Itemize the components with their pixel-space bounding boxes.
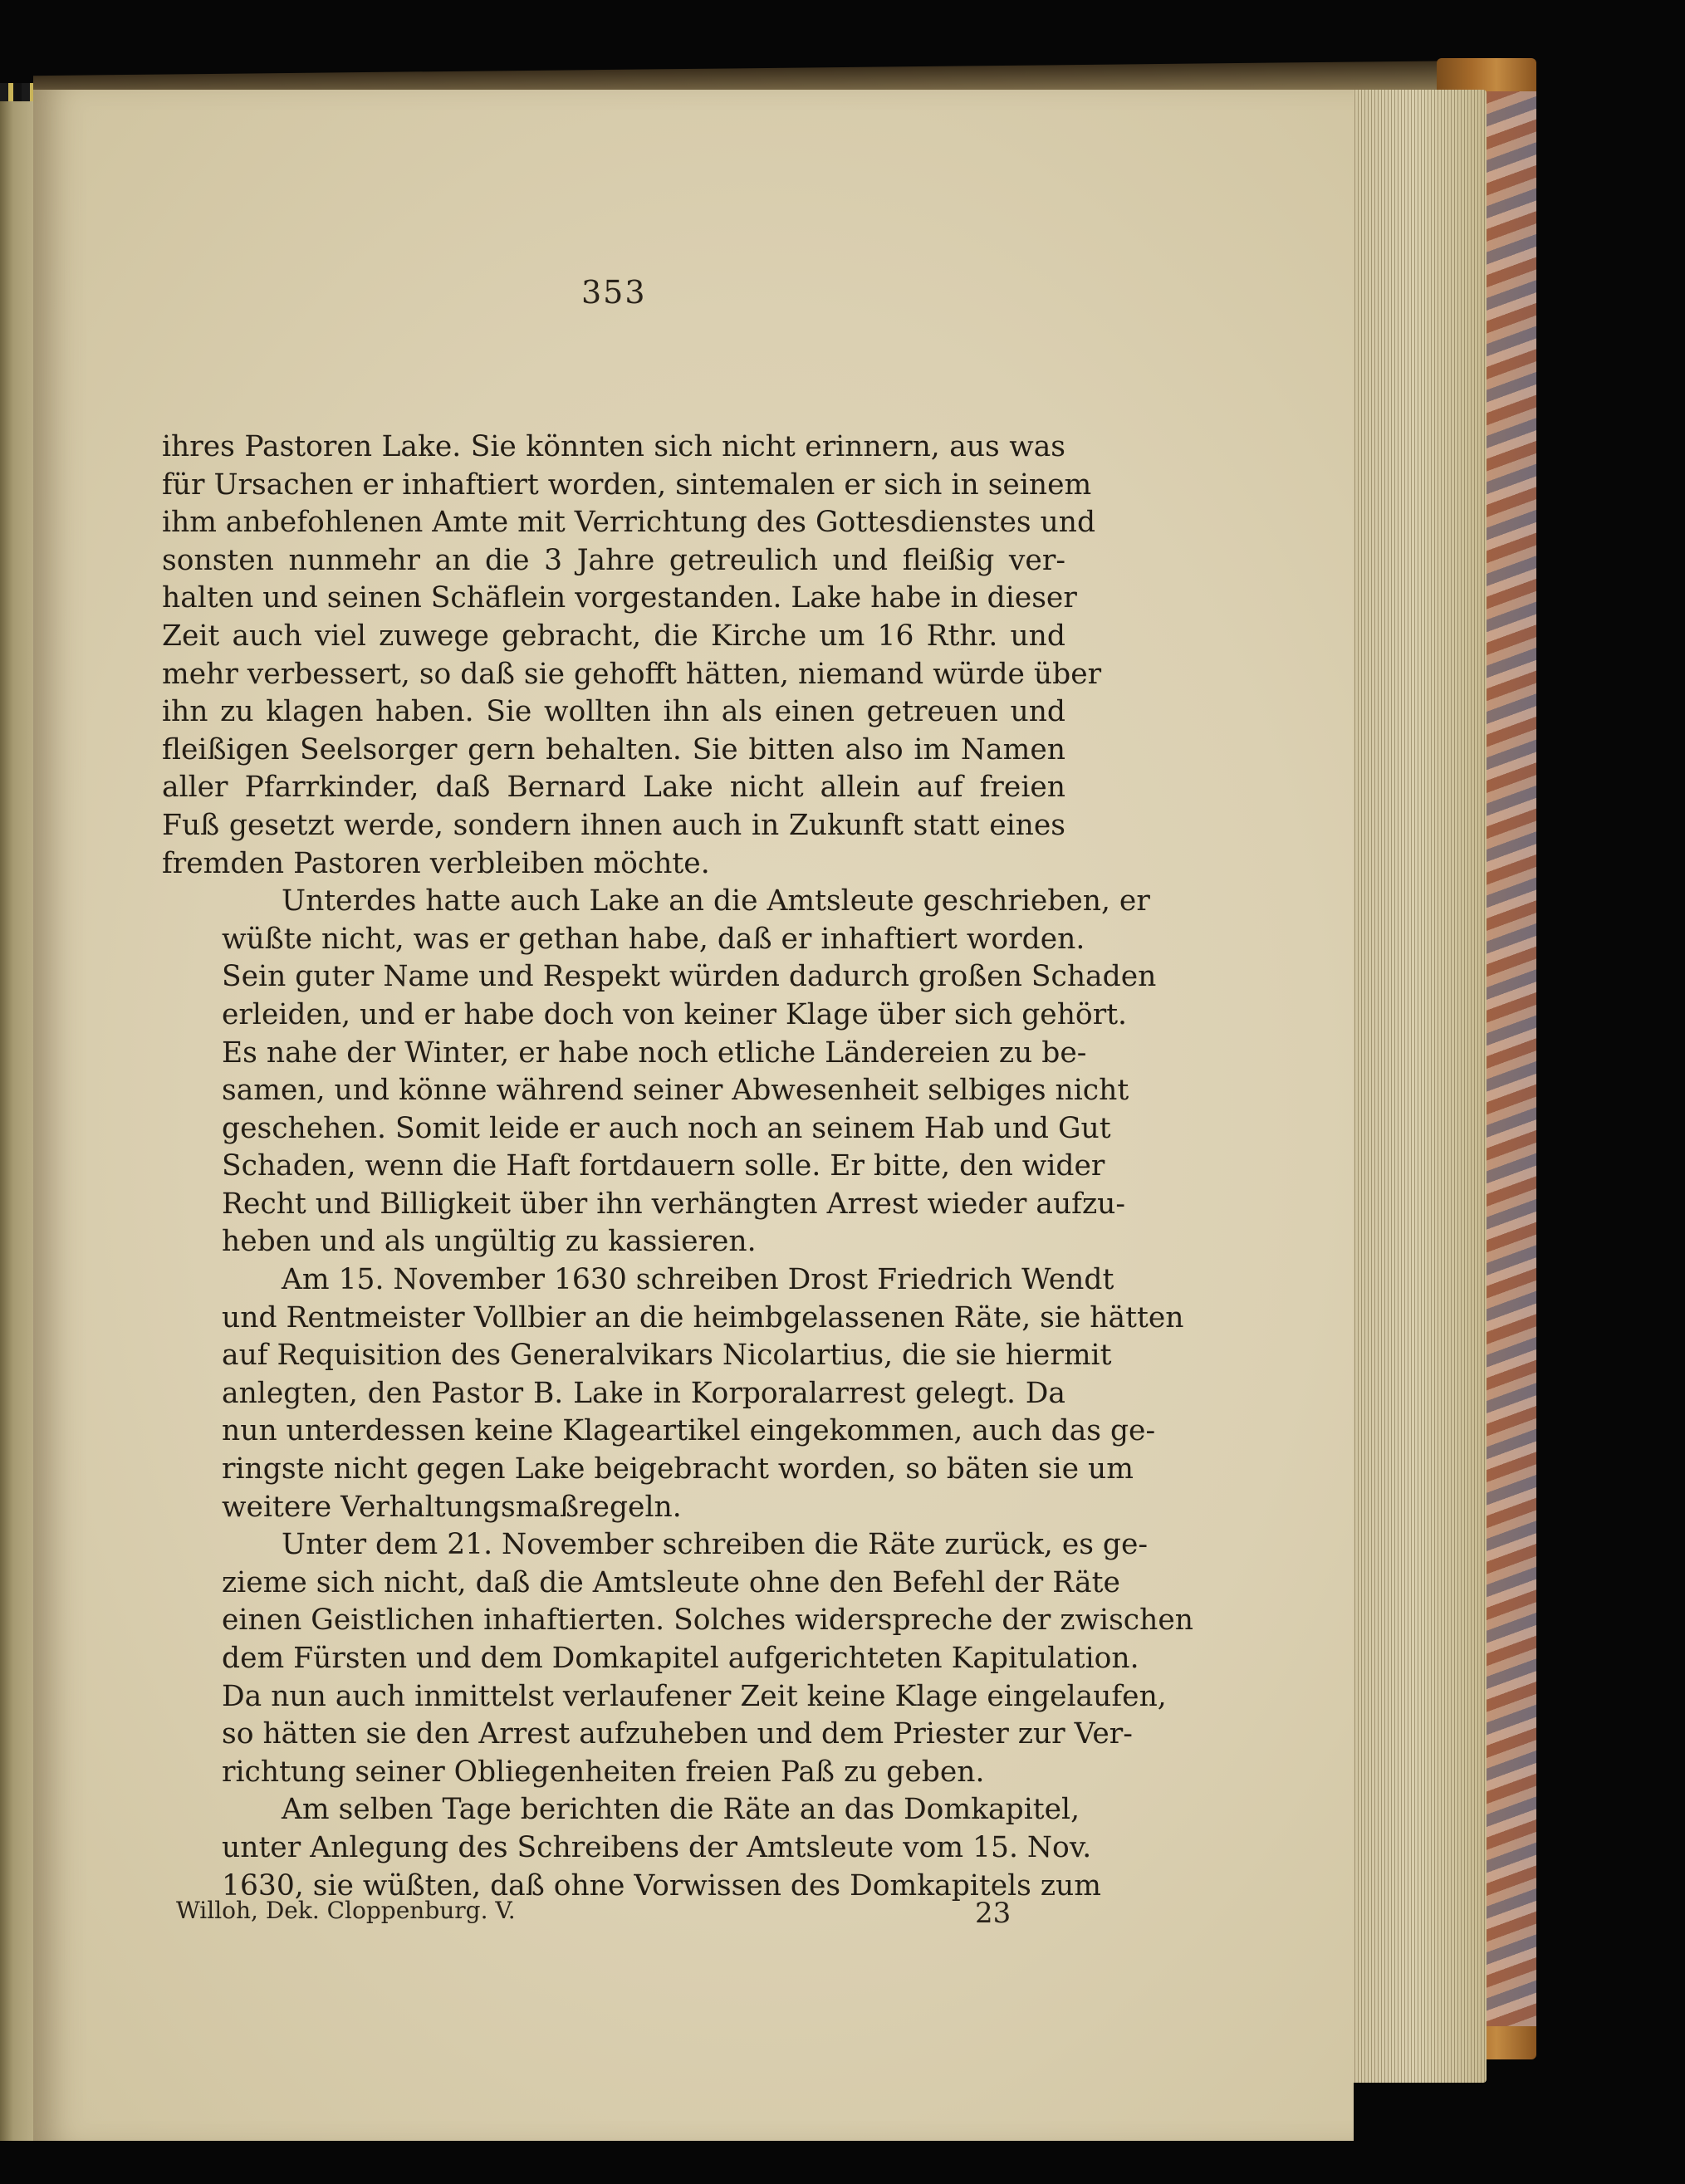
text-line: Fuß gesetzt werde, sondern ihnen auch in Zukunft statt eines	[162, 808, 1065, 842]
text-line: Sein guter Name und Respekt würden dadurch großen Schaden	[222, 960, 1157, 994]
text-line: halten und seinen Schäflein vorgestanden. Lake habe in dieser	[162, 581, 1077, 615]
text-line: ihm anbefohlenen Amte mit Verrichtung des Gottesdienstes und	[162, 506, 1096, 540]
footer-signature: Willoh, Dek. Cloppenburg. V.	[176, 1897, 516, 1924]
paragraph	[162, 1261, 1184, 1526]
text-line: erleiden, und er habe doch von keiner Klage über sich gehört.	[222, 997, 1128, 1031]
body-text	[162, 428, 1193, 1905]
text-line: Unter dem 21. November schreiben die Räte zurück, es ge-	[282, 1528, 1149, 1562]
text-line: anlegten, den Pastor B. Lake in Korporalarrest gelegt. Da	[222, 1376, 1065, 1410]
text-line: aller Pfarrkinder, daß Bernard Lake nicht allein auf freien	[162, 771, 1065, 805]
paragraph	[162, 1526, 1193, 1791]
text-line: ringste nicht gegen Lake beigebracht worden, so bäten sie um	[222, 1452, 1134, 1486]
text-line: richtung seiner Obliegenheiten freien Paß zu geben.	[222, 1755, 985, 1789]
text-line: und Rentmeister Vollbier an die heimbgelassenen Räte, sie hätten	[222, 1300, 1184, 1334]
text-line: Unterdes hatte auch Lake an die Amtsleute geschrieben, er	[282, 884, 1150, 918]
text-line: so hätten sie den Arrest aufzuheben und dem Priester zur Ver-	[222, 1717, 1133, 1751]
text-line: weitere Verhaltungsmaßregeln.	[222, 1490, 682, 1524]
marbled-endpaper	[1487, 91, 1536, 2026]
text-line: Es nahe der Winter, er habe noch etliche Ländereien zu be-	[222, 1036, 1087, 1070]
text-line: mehr verbessert, so daß sie gehofft hätten, niemand würde über	[162, 657, 1102, 691]
page-block-edges	[1341, 90, 1487, 2083]
text-line: fleißigen Seelsorger gern behalten. Sie bitten also im Namen	[162, 732, 1065, 766]
text-line: Recht und Billigkeit über ihn verhängten Arrest wieder aufzu-	[222, 1187, 1125, 1221]
text-line: Zeit auch viel zuwege gebracht, die Kirche um 16 Rthr. und	[162, 619, 1065, 653]
text-line: für Ursachen er inhaftiert worden, sintemalen er sich in seinem	[162, 468, 1092, 502]
text-line: sonsten nunmehr an die 3 Jahre getreulich und fleißig ver-	[162, 543, 1065, 577]
text-line: samen, und könne während seiner Abwesenheit selbiges nicht	[222, 1074, 1129, 1108]
text-line: ihres Pastoren Lake. Sie könnten sich nicht erinnern, aus was	[162, 430, 1065, 463]
text-line: fremden Pastoren verbleiben möchte.	[162, 846, 710, 880]
book-page	[33, 90, 1354, 2141]
footer-sheet-number: 23	[975, 1897, 1011, 1930]
text-line: wüßte nicht, was er gethan habe, daß er inhaftiert worden.	[222, 922, 1085, 956]
text-line: Am 15. November 1630 schreiben Drost Friedrich Wendt	[282, 1263, 1114, 1297]
left-page-edge	[0, 90, 33, 2141]
page-number: 353	[581, 274, 647, 311]
paragraph	[162, 883, 1157, 1261]
text-line: heben und als ungültig zu kassieren.	[222, 1225, 757, 1259]
text-line: geschehen. Somit leide er auch noch an seinem Hab und Gut	[222, 1111, 1111, 1145]
text-line: nun unterdessen keine Klageartikel eingekommen, auch das ge-	[222, 1414, 1156, 1448]
text-line: Schaden, wenn die Haft fortdauern solle. Er bitte, den wider	[222, 1149, 1105, 1183]
paragraph	[162, 1791, 1101, 1905]
paragraph	[162, 428, 1102, 883]
text-line: auf Requisition des Generalvikars Nicolartius, die sie hiermit	[222, 1339, 1112, 1373]
text-line: 1630, sie wüßten, daß ohne Vorwissen des Domkapitels zum	[222, 1868, 1101, 1902]
text-line: Am selben Tage berichten die Räte an das Domkapitel,	[282, 1793, 1080, 1827]
text-line: einen Geistlichen inhaftierten. Solches widerspreche der zwischen	[222, 1604, 1193, 1638]
text-line: ihn zu klagen haben. Sie wollten ihn als einen getreuen und	[162, 695, 1065, 729]
text-line: dem Fürsten und dem Domkapitel aufgerichteten Kapitulation.	[222, 1642, 1139, 1675]
text-line: zieme sich nicht, daß die Amtsleute ohne den Befehl der Räte	[222, 1565, 1120, 1599]
text-line: Da nun auch inmittelst verlaufener Zeit keine Klage eingelaufen,	[222, 1679, 1167, 1713]
text-line: unter Anlegung des Schreibens der Amtsleute vom 15. Nov.	[222, 1830, 1092, 1864]
